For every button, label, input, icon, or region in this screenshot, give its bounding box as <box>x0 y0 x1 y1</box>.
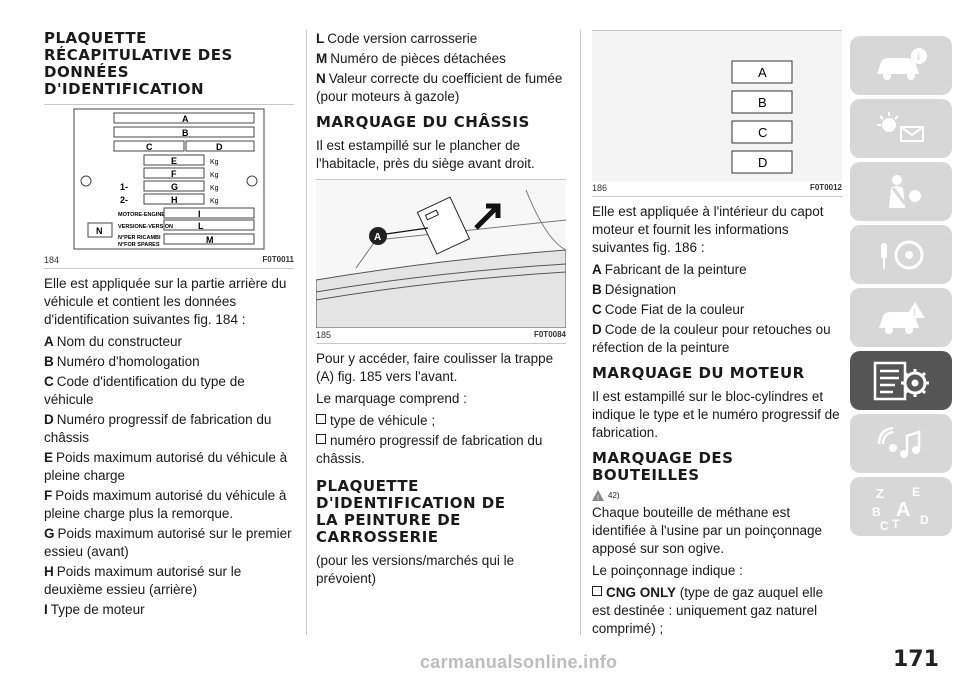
section-title-plaquette-recap: PLAQUETTE RÉCAPITULATIVE DES DONNÉES D'IDENTIFICATION <box>44 29 233 98</box>
definition-text: Numéro de pièces détachées <box>330 51 506 66</box>
intro-paragraph: Elle est appliquée à l'intérieur du capot moteur et fournit les informations suivantes fig. 186 : <box>592 204 824 255</box>
definition-key: B <box>44 354 54 369</box>
definition-text: Poids maximum autorisé du véhicule à pleine charge plus la remorque. <box>44 488 287 521</box>
chapter-tab-multimedia[interactable] <box>850 414 952 473</box>
svg-text:MOTORE-ENGINE: MOTORE-ENGINE <box>118 212 165 218</box>
definition-text: Valeur correcte du coefficient de fumée (pour moteurs à gazole) <box>316 71 563 104</box>
car-info-icon <box>871 46 931 86</box>
definition-item <box>44 333 294 351</box>
definition-key: M <box>316 51 328 66</box>
svg-text:E: E <box>912 484 921 499</box>
versions-paragraph: (pour les versions/marchés qui le prévoient) <box>316 553 515 586</box>
svg-text:B: B <box>182 128 189 138</box>
svg-text:i: i <box>917 51 920 63</box>
definition-text: Code de la couleur pour retouches ou réfection de la peinture <box>592 322 831 355</box>
moteur-paragraph: Il est estampillé sur le bloc-cylindres et indique le type et le numéro progressif de fabrication. <box>592 389 840 440</box>
svg-text:E: E <box>171 156 178 166</box>
svg-text:C: C <box>880 518 889 532</box>
definition-key: D <box>592 322 602 337</box>
definition-text: Nom du constructeur <box>56 334 183 349</box>
chapter-tab-technical-data[interactable] <box>850 351 952 410</box>
svg-text:B: B <box>872 504 881 519</box>
definition-item <box>316 50 566 68</box>
watermark-text: carmanualsonline.info <box>420 652 618 672</box>
svg-text:M: M <box>206 235 214 245</box>
svg-text:Kg: Kg <box>210 159 219 166</box>
chassis-floor-illustration <box>316 180 566 328</box>
svg-text:L: L <box>198 221 204 231</box>
definition-key: I <box>44 602 48 617</box>
warning-reference: ! 42) <box>592 490 842 501</box>
definition-item <box>44 411 294 447</box>
figure-code: F0T0012 <box>809 183 842 192</box>
figure-185 <box>316 179 566 344</box>
definition-text: Code version carrosserie <box>327 31 478 46</box>
svg-text:D: D <box>758 155 768 170</box>
svg-text:A: A <box>758 65 767 80</box>
figure-number: 184 <box>44 255 60 265</box>
definition-key: L <box>316 31 325 46</box>
svg-text:VERSIONE-VERSION: VERSIONE-VERSION <box>118 224 174 230</box>
definition-text: Type de moteur <box>50 602 145 617</box>
definition-item <box>44 449 294 485</box>
definition-text: Poids maximum autorisé du véhicule à pleine charge <box>44 450 288 483</box>
key-steering-icon <box>871 235 931 275</box>
column-1 <box>44 30 294 621</box>
definition-key: A <box>44 334 54 349</box>
svg-text:G: G <box>171 182 179 192</box>
svg-text:A: A <box>896 498 911 521</box>
breakdown-car-icon <box>871 298 931 338</box>
definition-item <box>44 525 294 561</box>
svg-text:1-: 1- <box>120 182 129 192</box>
chapter-tab-knowing-car[interactable] <box>850 36 952 95</box>
definition-key: C <box>44 374 54 389</box>
seatbelt-airbag-icon <box>871 172 931 212</box>
definition-text: Poids maximum autorisé sur le deuxième essieu (arrière) <box>44 564 242 597</box>
figure-caption <box>44 253 294 269</box>
svg-text:B: B <box>758 95 767 110</box>
svg-text:!: ! <box>913 307 916 318</box>
definition-item <box>316 30 566 48</box>
warning-lights-icon <box>871 109 931 149</box>
chapter-tab-dashboard[interactable] <box>850 99 952 158</box>
bullet-item-cng: CNG ONLY (type de gaz auquel elle est destinée : uniquement gaz naturel comprimé) ; <box>592 585 824 636</box>
column-divider <box>580 30 581 635</box>
svg-text:Kg: Kg <box>210 185 219 192</box>
svg-text:D: D <box>920 512 929 527</box>
definition-item <box>44 353 294 371</box>
definition-text: Code d'identification du type de véhicule <box>44 374 245 407</box>
definition-key: N <box>316 71 326 86</box>
definition-text: Désignation <box>604 282 677 297</box>
checkbox-bullet-icon <box>316 414 326 424</box>
svg-text:H: H <box>171 195 178 205</box>
section-title-plaquette-peinture: PLAQUETTE D'IDENTIFICATION DE LA PEINTURE DE CARROSSERIE <box>316 477 506 546</box>
figure-caption <box>316 328 566 344</box>
section-title-chassis: MARQUAGE DU CHÂSSIS <box>316 113 530 131</box>
svg-text:A: A <box>182 114 189 124</box>
svg-text:Kg: Kg <box>210 198 219 205</box>
section-title-bouteilles: MARQUAGE DES BOUTEILLES <box>592 449 734 484</box>
definition-key: H <box>44 564 54 579</box>
definition-list <box>592 261 842 357</box>
definition-item <box>44 601 294 619</box>
definition-item <box>316 70 566 106</box>
chapter-sidebar <box>850 36 952 540</box>
svg-text:N: N <box>96 226 103 236</box>
poinconnage-paragraph: Le poinçonnage indique : <box>592 563 743 578</box>
svg-text:C: C <box>146 142 153 152</box>
definition-text: Numéro progressif de fabrication du châssis <box>44 412 272 445</box>
definition-key: A <box>592 262 602 277</box>
page-number: 171 <box>893 647 939 672</box>
paint-plate-illustration <box>592 31 842 181</box>
chapter-tab-safety[interactable] <box>850 162 952 221</box>
definition-item <box>44 373 294 409</box>
alphabetical-index-icon <box>866 482 936 532</box>
definition-key: D <box>44 412 54 427</box>
checkbox-bullet-icon <box>316 434 326 444</box>
section-title-moteur: MARQUAGE DU MOTEUR <box>592 364 805 382</box>
definition-key: E <box>44 450 54 465</box>
svg-text:N°PER RICAMBI: N°PER RICAMBI <box>118 235 161 241</box>
access-paragraph: Pour y accéder, faire coulisser la trappe (A) fig. 185 vers l'avant. <box>316 351 554 384</box>
figure-code: F0T0084 <box>533 330 566 339</box>
figure-caption <box>592 181 842 197</box>
svg-text:N°FOR SPARES: N°FOR SPARES <box>118 242 160 248</box>
bouteilles-paragraph: Chaque bouteille de méthane est identifiée à l'usine par un poinçonnage apposé sur son ogive. <box>592 505 823 556</box>
svg-text:I: I <box>198 209 201 219</box>
figure-184 <box>44 104 294 269</box>
definition-text: Poids maximum autorisé sur le premier essieu (avant) <box>44 526 292 559</box>
checkbox-bullet-icon <box>592 586 602 596</box>
figure-code: F0T0011 <box>262 255 294 264</box>
svg-text:T: T <box>892 516 900 531</box>
svg-text:D: D <box>216 142 223 152</box>
tech-data-gear-icon <box>869 359 933 403</box>
chapter-tab-emergency[interactable] <box>850 288 952 347</box>
column-divider <box>306 30 307 635</box>
chapter-tab-index[interactable] <box>850 477 952 536</box>
chassis-paragraph: Il est estampillé sur le plancher de l'habitacle, près du siège avant droit. <box>316 138 535 171</box>
definition-item <box>44 487 294 523</box>
definition-item <box>44 563 294 599</box>
definition-item <box>592 301 842 319</box>
column-2 <box>316 30 566 592</box>
definition-text: Fabricant de la peinture <box>604 262 747 277</box>
definition-key: C <box>592 302 602 317</box>
intro-paragraph: Elle est appliquée sur la partie arrière du véhicule et contient les données d'identification suivantes fig. 184 : <box>44 276 287 327</box>
svg-text:F: F <box>171 169 177 179</box>
svg-text:A: A <box>374 232 382 243</box>
definition-item <box>592 261 842 279</box>
svg-text:!: ! <box>597 495 599 501</box>
definition-key: G <box>44 526 55 541</box>
svg-text:Z: Z <box>876 485 884 501</box>
definition-text: Numéro d'homologation <box>56 354 200 369</box>
definition-list <box>44 333 294 619</box>
svg-text:2-: 2- <box>120 195 129 205</box>
bullet-item: type de véhicule ; <box>316 412 566 430</box>
multimedia-icon <box>871 424 931 464</box>
figure-number: 186 <box>592 183 608 193</box>
definition-text: Code Fiat de la couleur <box>604 302 745 317</box>
definition-key: F <box>44 488 53 503</box>
comprend-paragraph: Le marquage comprend : <box>316 391 467 406</box>
svg-text:Kg: Kg <box>210 172 219 179</box>
definition-list <box>316 30 566 106</box>
figure-186 <box>592 30 842 197</box>
column-3 <box>592 30 842 640</box>
warning-triangle-icon <box>592 490 604 501</box>
svg-text:C: C <box>758 125 768 140</box>
definition-item <box>592 321 842 357</box>
figure-number: 185 <box>316 330 332 340</box>
chapter-tab-starting-driving[interactable] <box>850 225 952 284</box>
id-plate-illustration <box>44 105 294 253</box>
definition-item <box>592 281 842 299</box>
definition-key: B <box>592 282 602 297</box>
bullet-item: numéro progressif de fabrication du châssis. <box>316 433 543 466</box>
